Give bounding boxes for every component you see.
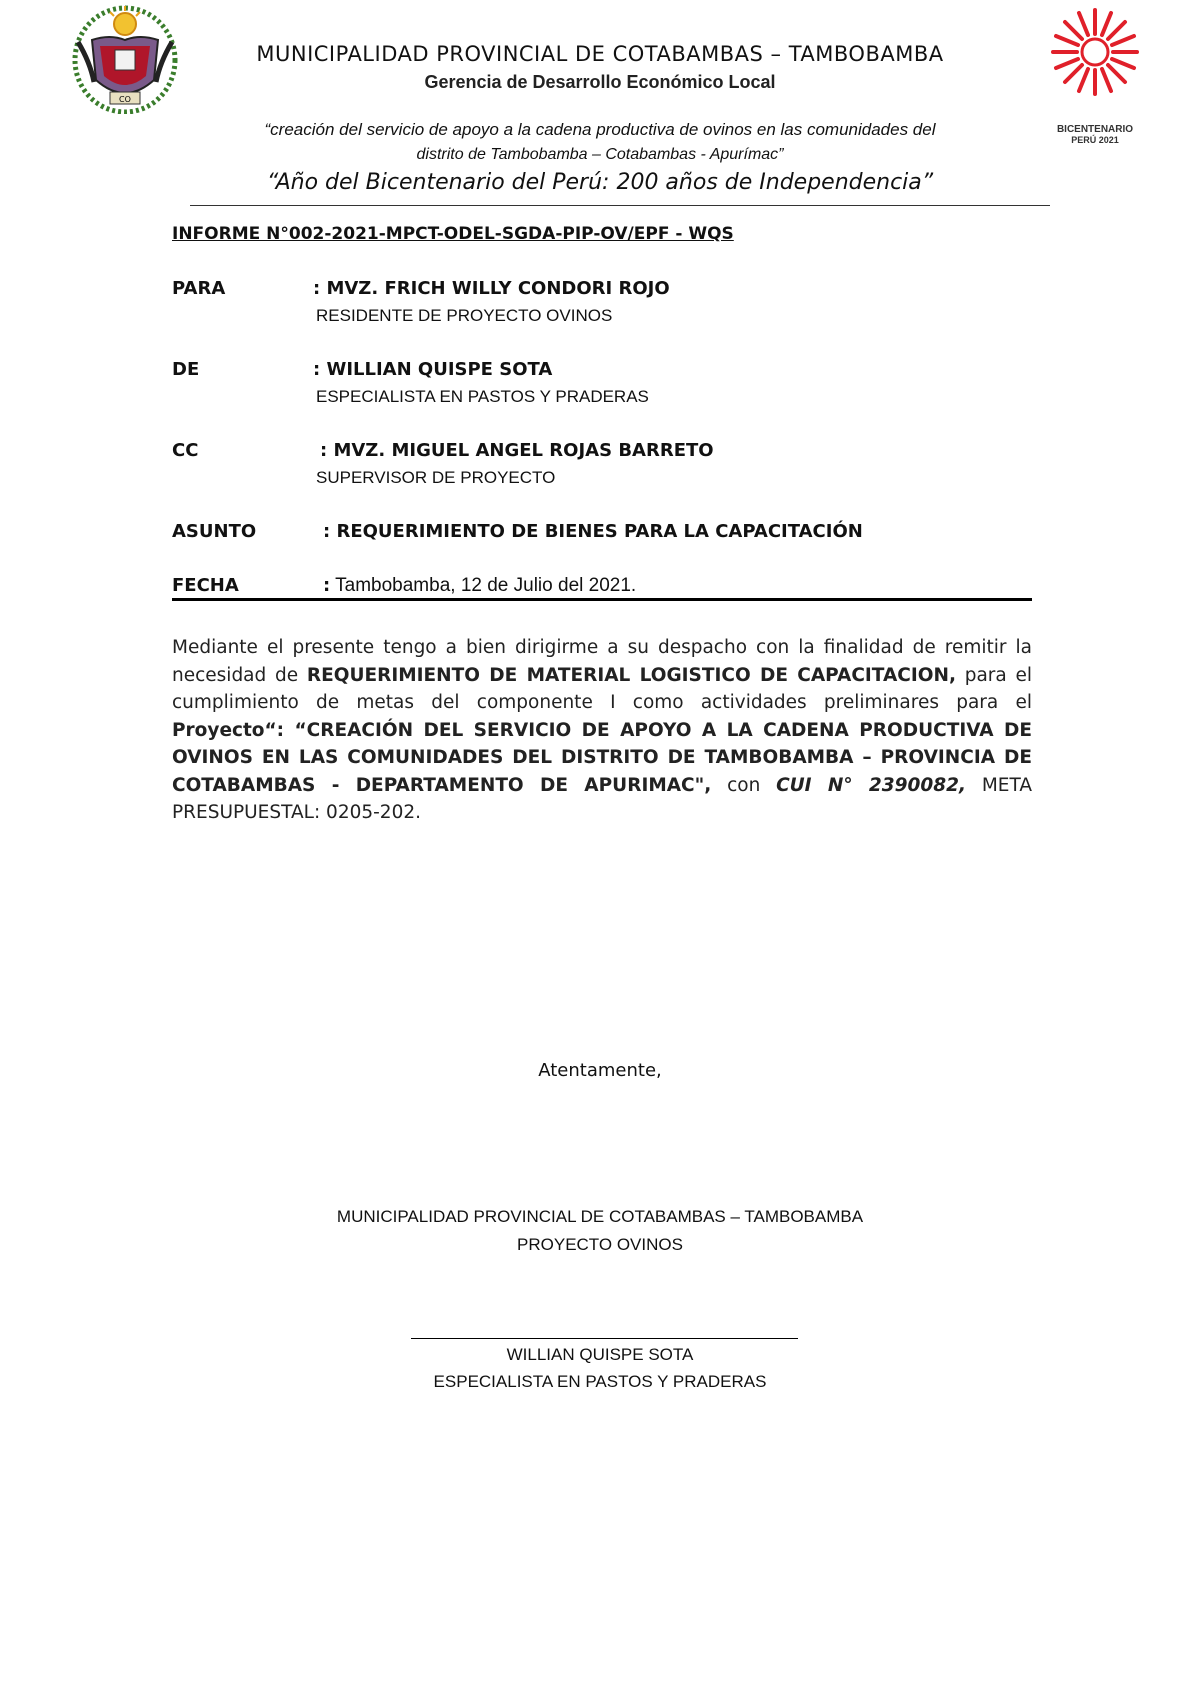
body-paragraph: [172, 634, 1032, 827]
bicentenario-logo: [1050, 4, 1140, 144]
de-role: ESPECIALISTA EN PASTOS Y PRADERAS: [316, 387, 649, 406]
signature-name: WILLIAN QUISPE SOTA: [506, 1345, 694, 1364]
cc-name: : MVZ. MIGUEL ANGEL ROJAS BARRETO: [320, 440, 714, 461]
header-gerencia: Gerencia de Desarrollo Económico Local: [424, 72, 776, 92]
signature-project: PROYECTO OVINOS: [517, 1235, 683, 1254]
para-label: PARA: [172, 278, 226, 299]
closing: Atentamente,: [538, 1060, 662, 1081]
signature-line: [411, 1338, 798, 1339]
para-role: RESIDENTE DE PROYECTO OVINOS: [316, 306, 613, 325]
fecha-row: [323, 575, 636, 597]
body-requirement: REQUERIMIENTO DE MATERIAL LOGISTICO DE CAPACITACION,: [306, 664, 956, 686]
fecha-label: FECHA: [172, 575, 239, 596]
cc-label: CC: [172, 440, 199, 461]
header-municipality: MUNICIPALIDAD PROVINCIAL DE COTABAMBAS – TAMBOBAMBA: [256, 42, 944, 66]
signature-organization: MUNICIPALIDAD PROVINCIAL DE COTABAMBAS – TAMBOBAMBA: [336, 1207, 864, 1226]
header-project-line-2: distrito de Tambobamba – Cotabambas - Apurímac”: [416, 146, 784, 163]
para-name: : MVZ. FRICH WILLY CONDORI ROJO: [313, 278, 670, 299]
body-project-name: “CREACIÓN DEL SERVICIO DE APOYO A LA CADENA PRODUCTIVA DE OVINOS EN LAS COMUNIDADES DEL DISTRITO DE TAMBOBAMBA – PROVINCIA DE COTABAMBAS - DEPARTAMENTO DE APURIMAC",: [172, 719, 1032, 796]
fecha-value: Tambobamba, 12 de Julio del 2021.: [330, 575, 637, 596]
body-meta: META PRESUPUESTAL: 0205-202.: [172, 774, 1032, 823]
body-text-3: con: [711, 774, 777, 796]
header-divider: [190, 205, 1050, 206]
body-cui: CUI N° 2390082,: [776, 774, 967, 796]
de-name: : WILLIAN QUISPE SOTA: [313, 359, 553, 380]
sun-rays-icon: [1050, 4, 1140, 100]
bicentenario-label: BICENTENARIO: [1056, 124, 1134, 135]
asunto-value: : REQUERIMIENTO DE BIENES PARA LA CAPACITACIÓN: [323, 521, 863, 542]
body-text-2: para el cumplimiento de metas del componente I como actividades preliminares para el: [172, 664, 1032, 713]
cc-role: SUPERVISOR DE PROYECTO: [316, 468, 556, 487]
fecha-divider: [172, 598, 1032, 601]
de-label: DE: [172, 359, 200, 380]
header-year-motto: “Año del Bicentenario del Perú: 200 años de Independencia”: [266, 170, 934, 195]
body-proyecto-label: Proyecto“:: [172, 719, 285, 741]
memo-title: INFORME N°002-2021-MPCT-ODEL-SGDA-PIP-OV/EPF - WQS: [172, 224, 734, 244]
signature-title: ESPECIALISTA EN PASTOS Y PRADERAS: [433, 1372, 767, 1391]
header-project-line-1: “creación del servicio de apoyo a la cadena productiva de ovinos en las comunidades del: [264, 120, 936, 139]
fecha-colon: :: [323, 575, 331, 596]
body-text-1: Mediante el presente tengo a bien dirigirme a su despacho con la finalidad de remitir la necesidad de: [172, 637, 1032, 686]
shield-text: CO: [119, 95, 131, 104]
asunto-label: ASUNTO: [172, 521, 257, 542]
bicentenario-year: PERÚ 2021: [1071, 135, 1119, 145]
